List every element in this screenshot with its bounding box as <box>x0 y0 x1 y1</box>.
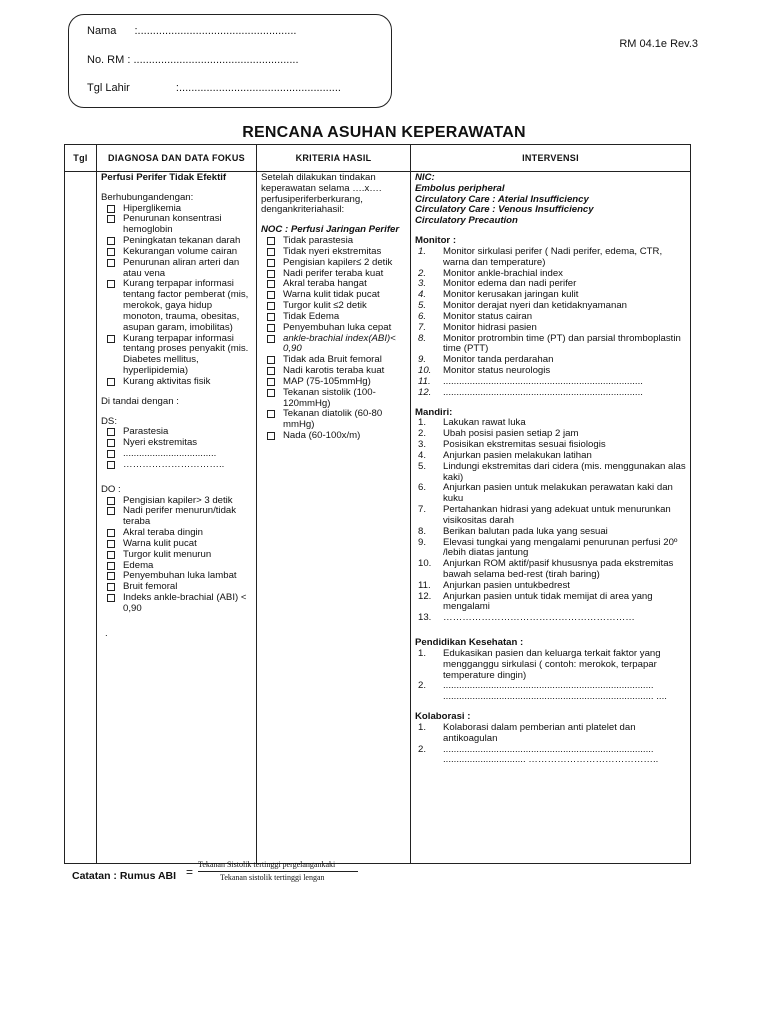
list-item: 9. Elevasi tungkai yang mengalami penurunan perfusi 20º /lebih diatas jantung <box>418 536 678 559</box>
list-item: 7. Pertahankan hidrasi yang adekuat untuk menurunkan visikositas darah <box>418 504 671 526</box>
list-item: 9. Monitor tanda perdarahan <box>418 354 554 366</box>
kriteria-intro: Setelah dilakukan tindakan keperawatan selama ….x…. perfusiperiferberkurang, dengankriteriahasil: <box>261 172 382 216</box>
patient-identity-box <box>68 14 392 108</box>
list-item: 7. Monitor hidrasi pasien <box>418 321 537 333</box>
list-item: Tekanan sistolik (100-120mmHg) <box>261 388 406 410</box>
checkbox[interactable] <box>267 335 275 343</box>
list-item: ................................... <box>101 449 252 460</box>
nama-field[interactable]: :.................................................... <box>134 25 297 37</box>
checkbox[interactable] <box>267 410 275 418</box>
nama-label: Nama <box>87 25 117 37</box>
checkbox[interactable] <box>107 583 115 591</box>
checkbox[interactable] <box>267 378 275 386</box>
checkbox[interactable] <box>107 439 115 447</box>
monitor-list <box>415 247 686 399</box>
norm-field[interactable]: ...................................................... <box>133 54 299 66</box>
checkbox[interactable] <box>107 259 115 267</box>
list-item: Penurunan aliran arteri dan atau vena <box>101 258 252 280</box>
checkbox[interactable] <box>107 335 115 343</box>
do-label: DO : <box>101 483 121 495</box>
norm-row <box>87 54 299 66</box>
checkbox[interactable] <box>107 205 115 213</box>
list-item: 2. ............................................................................... ............................................................................... .... <box>418 680 667 703</box>
nama-row <box>87 25 296 37</box>
header-intervensi: INTERVENSI <box>411 145 691 172</box>
kriteria-cell <box>257 172 411 864</box>
list-item: Tidak ada Bruit femoral <box>261 355 406 366</box>
list-item: 1. Edukasikan pasien dan keluarga terkait faktor yang mengganggu sirkulasi ( contoh: merokok, terpapar temperature dingin) <box>418 647 661 681</box>
list-item: 4. Monitor kerusakan jaringan kulit <box>418 289 579 301</box>
list-item: 6. Anjurkan pasien untuk melakukan perawatan kaki dan kuku <box>418 482 673 505</box>
table-header-row <box>65 145 691 172</box>
list-item: Nadi perifer menurun/tidak teraba <box>101 506 252 528</box>
list-item: 6. Monitor status cairan <box>418 310 533 322</box>
berhubungan-list <box>101 204 252 388</box>
mandiri-list <box>415 418 686 624</box>
checkbox[interactable] <box>267 324 275 332</box>
checkbox[interactable] <box>107 562 115 570</box>
list-item: Penyembuhan luka cepat <box>261 323 406 334</box>
list-item: Turgor kulit ≤2 detik <box>261 301 406 312</box>
tgl-lahir-row <box>87 82 341 94</box>
checkbox[interactable] <box>107 497 115 505</box>
list-item: 11. Anjurkan pasien untukbedrest <box>418 579 570 591</box>
list-item: 10. Monitor status neurologis <box>418 365 551 377</box>
checkbox[interactable] <box>107 540 115 548</box>
list-item: 4. Anjurkan pasien melakukan latihan <box>418 449 592 461</box>
list-item: 1. Monitor sirkulasi perifer ( Nadi perifer, edema, CTR, warna dan temperature) <box>418 245 663 268</box>
checkbox[interactable] <box>107 215 115 223</box>
checkbox[interactable] <box>267 302 275 310</box>
list-item: Kurang terpapar informasi tentang factor pemberat (mis, merokok, gaya hidup monoton, trauma, obesitas, asupan garam, imobilitas) <box>101 279 252 333</box>
checkbox[interactable] <box>107 450 115 458</box>
fraction-line <box>198 871 358 872</box>
do-list <box>101 496 252 615</box>
berhubungan-label: Berhubungandengan: <box>101 191 194 203</box>
header-diagnosa: DIAGNOSA DAN DATA FOKUS <box>97 145 257 172</box>
list-item: Warna kulit pucat <box>101 539 252 550</box>
formula-denominator: Tekanan sistolik tertinggi lengan <box>220 873 325 882</box>
nic-item: Embolus peripheral <box>415 182 505 194</box>
table-row <box>65 172 691 864</box>
list-item: 2. ............................................................................... ............................... ………………………………….. <box>418 743 659 766</box>
diagnosa-cell <box>97 172 257 864</box>
ds-list <box>101 427 252 470</box>
list-item: 12. ........................................................................... <box>418 386 643 398</box>
list-item: Pengisian kapiler> 3 detik <box>101 496 252 507</box>
list-item: Nadi karotis teraba kuat <box>261 366 406 377</box>
list-item: 3. Posisikan ekstremitas sesuai fisiologis <box>418 439 606 451</box>
list-item: Tidak parastesia <box>261 236 406 247</box>
checkbox[interactable] <box>267 280 275 288</box>
list-item: 1. Lakukan rawat luka <box>418 417 526 429</box>
checkbox[interactable] <box>107 572 115 580</box>
intervensi-cell <box>411 172 691 864</box>
list-item: 13. …………………………………………………… <box>418 612 635 624</box>
list-item: Akral teraba hangat <box>261 279 406 290</box>
checkbox[interactable] <box>267 367 275 375</box>
checkbox[interactable] <box>107 594 115 602</box>
catatan-label: Catatan : Rumus ABI <box>72 870 177 882</box>
checkbox[interactable] <box>267 313 275 321</box>
checkbox[interactable] <box>107 551 115 559</box>
ds-label: DS: <box>101 415 117 427</box>
tgl-lahir-field[interactable]: :..................................................... <box>175 82 341 94</box>
kolaborasi-list <box>415 723 686 766</box>
nic-item: Circulatory Care : Venous Insufficiency <box>415 204 594 216</box>
checkbox[interactable] <box>107 237 115 245</box>
header-kriteria: KRITERIA HASIL <box>257 145 411 172</box>
nic-label: NIC: <box>415 172 435 183</box>
checkbox[interactable] <box>267 432 275 440</box>
list-item: Kurang aktivitas fisik <box>101 377 252 388</box>
list-item: Tidak nyeri ekstremitas <box>261 247 406 258</box>
list-item: 5. Lindungi ekstremitas dari cidera (mis. menggunakan alas kaki) <box>418 460 686 483</box>
list-item: Penyembuhan luka lambat <box>101 571 252 582</box>
list-item: Pengisian kapiler≤ 2 detik <box>261 258 406 269</box>
list-item: 1. Kolaborasi dalam pemberian anti platelet dan antikoagulan <box>418 721 636 744</box>
list-item: Indeks ankle-brachial (ABI) < 0,90 <box>101 593 252 615</box>
list-item: Tekanan diatolik (60-80 mmHg) <box>261 409 406 431</box>
list-item: Nada (60-100x/m) <box>261 431 406 442</box>
list-item: Tidak Edema <box>261 312 406 323</box>
list-item: 8. Monitor protrombin time (PT) dan parsial thromboplastin time (PTT) <box>418 332 681 355</box>
tgl-cell[interactable] <box>65 172 97 864</box>
list-item: 11. ........................................................................... <box>418 375 643 387</box>
checkbox[interactable] <box>107 461 115 469</box>
checkbox[interactable] <box>267 259 275 267</box>
norm-label: No. RM : <box>87 54 131 66</box>
form-code: RM 04.1e Rev.3 <box>619 38 698 50</box>
checkbox[interactable] <box>267 291 275 299</box>
diagnosa-title: Perfusi Perifer Tidak Efektif <box>101 172 227 183</box>
list-item: 10. Anjurkan ROM aktif/pasif khususnya pada ekstremitas bawah selama bed-rest (tirah baring) <box>418 558 674 580</box>
pendidikan-list <box>415 649 686 703</box>
checkbox[interactable] <box>267 270 275 278</box>
noc-title: NOC : Perfusi Jaringan Perifer <box>261 224 400 236</box>
list-item: MAP (75-105mmHg) <box>261 377 406 388</box>
list-item: ankle-brachial index(ABI)< 0,90 <box>261 334 406 356</box>
list-item: Hiperglikemia <box>101 204 252 215</box>
list-item: 2. Monitor ankle-brachial index <box>418 267 563 279</box>
checkbox[interactable] <box>107 507 115 515</box>
pendidikan-label: Pendidikan Kesehatan : <box>415 637 524 649</box>
list-item: Kurang terpapar informasi tentang proses penyakit (mis. Diabetes mellitus, hyperlipidemia) <box>101 334 252 377</box>
list-item: 8. Berikan balutan pada luka yang sesuai <box>418 525 608 537</box>
checkbox[interactable] <box>107 248 115 256</box>
list-item: Kekurangan volume cairan <box>101 247 252 258</box>
list-item: Akral teraba dingin <box>101 528 252 539</box>
formula-equals: = <box>186 865 194 879</box>
list-item: Edema <box>101 561 252 572</box>
list-item: 5. Monitor derajat nyeri dan ketidaknyamanan <box>418 300 627 312</box>
list-item: Peningkatan tekanan darah <box>101 236 252 247</box>
tgl-lahir-label: Tgl Lahir <box>87 82 130 94</box>
list-item: Turgor kulit menurun <box>101 550 252 561</box>
checkbox[interactable] <box>107 529 115 537</box>
checkbox[interactable] <box>107 428 115 436</box>
mandiri-label: Mandiri: <box>415 406 453 418</box>
page-title: RENCANA ASUHAN KEPERAWATAN <box>242 124 526 141</box>
list-item: Warna kulit tidak pucat <box>261 290 406 301</box>
list-item: 12. Anjurkan pasien untuk tidak memijat di area yang mengalami <box>418 590 653 613</box>
header-tgl: Tgl <box>65 145 97 172</box>
nic-item: Circulatory Precaution <box>415 215 518 227</box>
kriteria-list <box>261 236 406 442</box>
nic-item: Circulatory Care : Aterial Insufficiency <box>415 193 589 205</box>
list-item: Parastesia <box>101 427 252 438</box>
list-item: 2. Ubah posisi pasien setiap 2 jam <box>418 428 579 440</box>
list-item: Bruit femoral <box>101 582 252 593</box>
checkbox[interactable] <box>267 248 275 256</box>
kolaborasi-label: Kolaborasi : <box>415 711 471 723</box>
list-item: Nyeri ekstremitas <box>101 438 252 449</box>
checkbox[interactable] <box>267 356 275 364</box>
end-dot: . <box>105 627 108 639</box>
checkbox[interactable] <box>107 280 115 288</box>
list-item: Nadi perifer teraba kuat <box>261 269 406 280</box>
care-plan-table <box>64 144 691 864</box>
monitor-label: Monitor : <box>415 235 457 247</box>
formula-numerator: Tekanan Sistolik tertinggi pergelangankaki <box>198 860 336 869</box>
ditandai-label: Di tandai dengan : <box>101 395 179 407</box>
checkbox[interactable] <box>107 378 115 386</box>
list-item: Penurunan konsentrasi hemoglobin <box>101 214 252 236</box>
list-item: ………………………….. <box>101 460 252 471</box>
checkbox[interactable] <box>267 389 275 397</box>
list-item: 3. Monitor edema dan nadi perifer <box>418 278 577 290</box>
checkbox[interactable] <box>267 237 275 245</box>
